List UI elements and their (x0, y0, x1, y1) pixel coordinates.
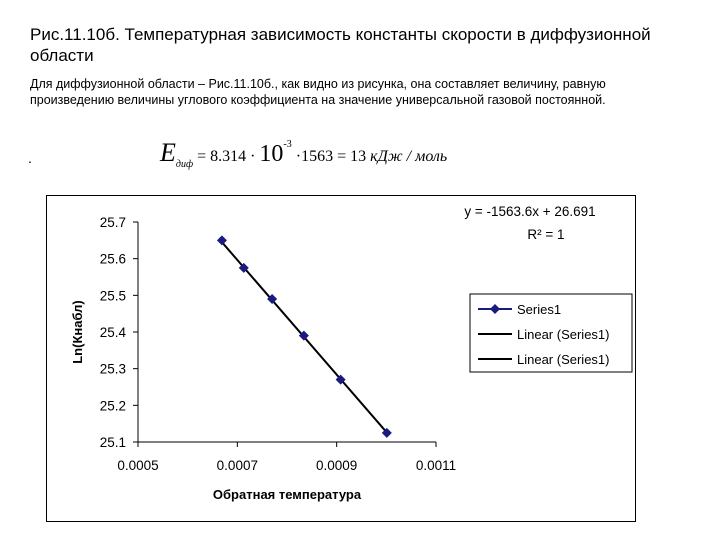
formula-symbol: E (160, 138, 176, 167)
r-squared-label: R² = 1 (527, 227, 565, 242)
y-tick-label: 25.2 (99, 398, 126, 414)
x-axis-label: Обратная температура (212, 487, 362, 502)
y-tick-label: 25.6 (99, 251, 126, 267)
chart-texts (70, 204, 610, 502)
data-point (217, 235, 227, 245)
description-paragraph: Для диффузионной области – Рис.11.10б., как видно из рисунка, она составляет величину, равную произведению величины углового коэффициента на значение универсальной газовой постоянной. (30, 77, 606, 107)
y-tick-label: 25.7 (99, 215, 126, 230)
legend-label: Linear (Series1) (517, 352, 610, 367)
y-tick-label: 25.3 (99, 361, 126, 377)
legend-label: Linear (Series1) (517, 327, 610, 342)
y-tick-label: 25.5 (99, 288, 126, 304)
x-tick-label: 0.0011 (415, 458, 457, 473)
trendline-equation: y = -1563.6x + 26.691 (464, 204, 596, 219)
formula-unit: кДж / моль (370, 148, 448, 165)
y-axis-label: Ln(Кнабл) (70, 300, 85, 364)
formula-part1: = 8.314 · (197, 148, 256, 165)
y-tick-label: 25.1 (99, 435, 126, 450)
y-tick-label: 25.4 (99, 325, 126, 340)
legend-label: Series1 (517, 302, 562, 317)
formula-subscript: диф (175, 159, 194, 170)
page-title: Рис.11.10б. Температурная зависимость константы скорости в диффузионной области (30, 25, 651, 65)
chart-axes (133, 222, 436, 447)
x-tick-label: 0.0009 (316, 458, 358, 473)
x-tick-label: 0.0007 (216, 458, 258, 473)
bullet-dot: . (28, 150, 32, 166)
formula-part2: ·1563 = 13 (295, 148, 367, 165)
formula-exponent: -3 (283, 139, 292, 150)
x-tick-label: 0.0005 (117, 458, 159, 473)
formula-ten: 10 (259, 141, 284, 167)
